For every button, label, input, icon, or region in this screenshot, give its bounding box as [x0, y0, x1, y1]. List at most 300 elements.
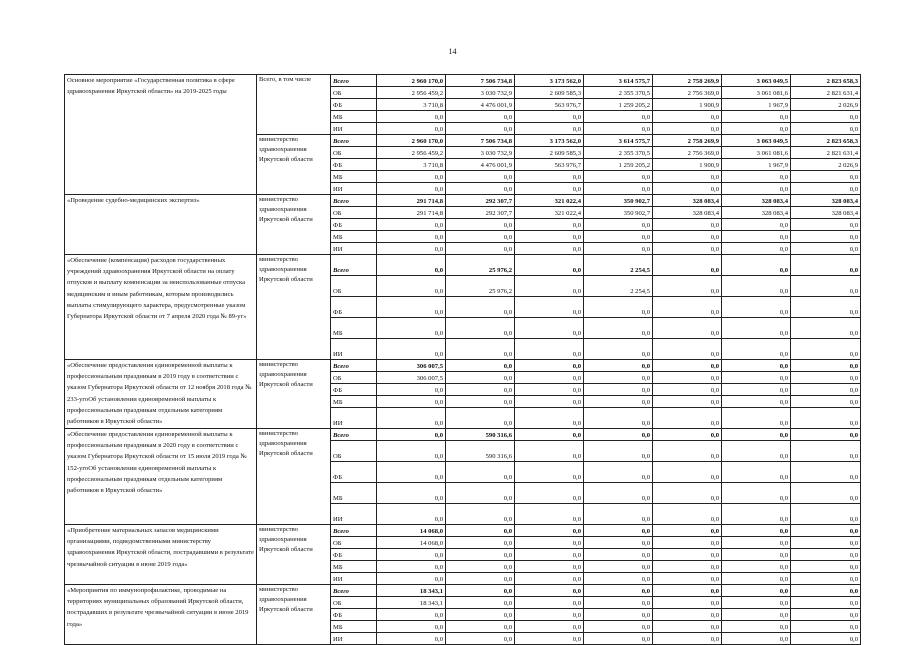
- amount-cell: 0,0: [446, 318, 515, 339]
- amount-cell: 0,0: [584, 504, 653, 525]
- amount-cell: 590 316,6: [446, 441, 515, 462]
- amount-cell: 0,0: [584, 318, 653, 339]
- executor-name: министерство здравоохранения Иркутской области: [257, 135, 331, 195]
- funding-source: Всего: [331, 75, 377, 87]
- amount-cell: 0,0: [584, 561, 653, 573]
- amount-cell: 0,0: [446, 525, 515, 537]
- measure-name: «Обеспечение предоставления единовременной выплаты к профессиональным праздникам в 2019 году в соответствии с указом Губернатора Иркутской области от 12 ноября 2018 года № 233-угоОб установлении единовременной выплаты к профессиональным праздникам отдельным категориям работников в Иркутской области»: [65, 360, 257, 429]
- amount-cell: 0,0: [584, 573, 653, 585]
- amount-cell: 0,0: [722, 372, 791, 384]
- executor-name: министерство здравоохранения Иркутской области: [257, 429, 331, 525]
- amount-cell: 0,0: [515, 597, 584, 609]
- amount-cell: 0,0: [377, 318, 446, 339]
- amount-cell: 0,0: [584, 408, 653, 429]
- amount-cell: 0,0: [722, 183, 791, 195]
- amount-cell: 0,0: [515, 255, 584, 276]
- funding-source: ИИ: [331, 339, 377, 360]
- amount-cell: 0,0: [584, 585, 653, 597]
- amount-cell: 1 259 205,2: [584, 99, 653, 111]
- amount-cell: 0,0: [653, 621, 722, 633]
- amount-cell: 0,0: [446, 243, 515, 255]
- funding-source: ИИ: [331, 408, 377, 429]
- amount-cell: 0,0: [377, 219, 446, 231]
- amount-cell: 0,0: [377, 573, 446, 585]
- amount-cell: 0,0: [515, 633, 584, 645]
- amount-cell: 0,0: [722, 585, 791, 597]
- amount-cell: 0,0: [653, 297, 722, 318]
- amount-cell: 0,0: [584, 441, 653, 462]
- amount-cell: 0,0: [584, 339, 653, 360]
- amount-cell: 0,0: [377, 408, 446, 429]
- amount-cell: 0,0: [791, 276, 861, 297]
- amount-cell: 0,0: [377, 339, 446, 360]
- amount-cell: 2 026,9: [791, 159, 861, 171]
- amount-cell: 0,0: [653, 537, 722, 549]
- amount-cell: 0,0: [377, 633, 446, 645]
- amount-cell: 0,0: [584, 633, 653, 645]
- amount-cell: 0,0: [653, 396, 722, 408]
- amount-cell: 0,0: [653, 483, 722, 504]
- amount-cell: 0,0: [722, 549, 791, 561]
- amount-cell: 328 083,4: [791, 195, 861, 207]
- amount-cell: 25 976,2: [446, 255, 515, 276]
- amount-cell: 0,0: [446, 597, 515, 609]
- amount-cell: 321 022,4: [515, 195, 584, 207]
- executor-name: министерство здравоохранения Иркутской области: [257, 195, 331, 255]
- amount-cell: 0,0: [515, 621, 584, 633]
- amount-cell: 0,0: [515, 429, 584, 441]
- amount-cell: 0,0: [377, 123, 446, 135]
- amount-cell: 0,0: [446, 609, 515, 621]
- amount-cell: 2 823 658,3: [791, 135, 861, 147]
- amount-cell: 0,0: [515, 297, 584, 318]
- amount-cell: 0,0: [377, 255, 446, 276]
- amount-cell: 0,0: [446, 504, 515, 525]
- amount-cell: 0,0: [722, 462, 791, 483]
- amount-cell: 3 063 049,5: [722, 75, 791, 87]
- amount-cell: 0,0: [722, 597, 791, 609]
- amount-cell: 0,0: [653, 243, 722, 255]
- funding-source: ИИ: [331, 633, 377, 645]
- amount-cell: 0,0: [446, 219, 515, 231]
- funding-source: ОБ: [331, 372, 377, 384]
- amount-cell: 0,0: [791, 123, 861, 135]
- amount-cell: 3 061 081,6: [722, 147, 791, 159]
- amount-cell: 0,0: [653, 597, 722, 609]
- funding-source: Всего: [331, 360, 377, 372]
- funding-source: ИИ: [331, 123, 377, 135]
- amount-cell: 2 960 170,0: [377, 135, 446, 147]
- amount-cell: 0,0: [653, 360, 722, 372]
- amount-cell: 306 007,5: [377, 372, 446, 384]
- amount-cell: 0,0: [515, 360, 584, 372]
- amount-cell: 2 821 631,4: [791, 87, 861, 99]
- amount-cell: 2 756 369,0: [653, 147, 722, 159]
- funding-source: МБ: [331, 483, 377, 504]
- amount-cell: 0,0: [791, 585, 861, 597]
- amount-cell: 590 316,6: [446, 429, 515, 441]
- amount-cell: 0,0: [722, 573, 791, 585]
- amount-cell: 0,0: [584, 231, 653, 243]
- amount-cell: 0,0: [515, 171, 584, 183]
- amount-cell: 0,0: [653, 441, 722, 462]
- amount-cell: 0,0: [653, 231, 722, 243]
- amount-cell: 0,0: [377, 297, 446, 318]
- amount-cell: 0,0: [791, 372, 861, 384]
- amount-cell: 0,0: [446, 462, 515, 483]
- funding-source: Всего: [331, 585, 377, 597]
- funding-source: ИИ: [331, 243, 377, 255]
- amount-cell: 0,0: [377, 171, 446, 183]
- amount-cell: 0,0: [584, 396, 653, 408]
- amount-cell: 0,0: [515, 276, 584, 297]
- amount-cell: 1 900,9: [653, 99, 722, 111]
- amount-cell: 2 609 585,3: [515, 147, 584, 159]
- amount-cell: 3 614 575,7: [584, 135, 653, 147]
- amount-cell: 0,0: [584, 243, 653, 255]
- amount-cell: 0,0: [722, 255, 791, 276]
- amount-cell: 292 307,7: [446, 207, 515, 219]
- amount-cell: 2 254,5: [584, 255, 653, 276]
- table-row: [65, 429, 861, 441]
- amount-cell: 3 030 732,9: [446, 147, 515, 159]
- amount-cell: 0,0: [515, 504, 584, 525]
- amount-cell: 2 026,9: [791, 99, 861, 111]
- amount-cell: 0,0: [515, 561, 584, 573]
- executor-name: министерство здравоохранения Иркутской области: [257, 585, 331, 645]
- amount-cell: 0,0: [515, 183, 584, 195]
- table-row: [65, 360, 861, 372]
- amount-cell: 0,0: [722, 384, 791, 396]
- amount-cell: 3 173 562,0: [515, 75, 584, 87]
- amount-cell: 328 083,4: [722, 195, 791, 207]
- amount-cell: 0,0: [446, 171, 515, 183]
- amount-cell: 18 343,1: [377, 585, 446, 597]
- amount-cell: 0,0: [584, 483, 653, 504]
- amount-cell: 0,0: [377, 384, 446, 396]
- table-row: [65, 195, 861, 207]
- amount-cell: 0,0: [653, 429, 722, 441]
- funding-source: ФБ: [331, 462, 377, 483]
- amount-cell: 0,0: [653, 609, 722, 621]
- amount-cell: 0,0: [653, 276, 722, 297]
- funding-source: ОБ: [331, 597, 377, 609]
- amount-cell: 0,0: [653, 384, 722, 396]
- amount-cell: 0,0: [722, 297, 791, 318]
- amount-cell: 18 343,1: [377, 597, 446, 609]
- amount-cell: 0,0: [515, 318, 584, 339]
- executor-name: министерство здравоохранения Иркутской области: [257, 360, 331, 429]
- funding-source: МБ: [331, 318, 377, 339]
- amount-cell: 0,0: [722, 525, 791, 537]
- amount-cell: 0,0: [584, 360, 653, 372]
- amount-cell: 0,0: [446, 483, 515, 504]
- amount-cell: 0,0: [722, 123, 791, 135]
- amount-cell: 2 355 370,5: [584, 147, 653, 159]
- amount-cell: 328 083,4: [653, 207, 722, 219]
- amount-cell: 0,0: [377, 243, 446, 255]
- amount-cell: 0,0: [653, 561, 722, 573]
- funding-source: ОБ: [331, 207, 377, 219]
- amount-cell: 0,0: [515, 609, 584, 621]
- amount-cell: 2 609 585,3: [515, 87, 584, 99]
- amount-cell: 0,0: [791, 384, 861, 396]
- amount-cell: 0,0: [515, 372, 584, 384]
- amount-cell: 0,0: [377, 483, 446, 504]
- funding-source: ФБ: [331, 609, 377, 621]
- amount-cell: 0,0: [515, 549, 584, 561]
- amount-cell: 3 710,8: [377, 159, 446, 171]
- amount-cell: 0,0: [791, 339, 861, 360]
- amount-cell: 0,0: [653, 339, 722, 360]
- amount-cell: 350 902,7: [584, 195, 653, 207]
- amount-cell: 0,0: [446, 231, 515, 243]
- measure-name: «Мероприятия по иммунопрофилактике, проводимые на территориях муниципальных образований Иркутской области, пострадавших в результате чрезвычайной ситуации в июне 2019 года»: [65, 585, 257, 645]
- amount-cell: 0,0: [584, 549, 653, 561]
- amount-cell: 2 254,5: [584, 276, 653, 297]
- amount-cell: 1 967,9: [722, 159, 791, 171]
- amount-cell: 0,0: [446, 111, 515, 123]
- amount-cell: 321 022,4: [515, 207, 584, 219]
- amount-cell: 0,0: [722, 243, 791, 255]
- amount-cell: 0,0: [791, 537, 861, 549]
- amount-cell: 14 068,0: [377, 525, 446, 537]
- amount-cell: 0,0: [377, 462, 446, 483]
- measure-name: «Приобретение материальных запасов медицинскими организациями, подведомственными министерству здравоохранения Иркутской области, пострадавшими в результате чрезвычайной ситуации в июне 2019 года»: [65, 525, 257, 585]
- amount-cell: 0,0: [584, 621, 653, 633]
- table-row: [65, 75, 861, 87]
- executor-name: министерство здравоохранения Иркутской области: [257, 525, 331, 585]
- amount-cell: 0,0: [722, 537, 791, 549]
- amount-cell: 0,0: [653, 525, 722, 537]
- amount-cell: 4 476 001,9: [446, 159, 515, 171]
- table-row: [65, 585, 861, 597]
- amount-cell: 0,0: [722, 429, 791, 441]
- funding-source: ФБ: [331, 99, 377, 111]
- amount-cell: 7 506 734,8: [446, 75, 515, 87]
- amount-cell: 3 173 562,0: [515, 135, 584, 147]
- page-number: 14: [448, 47, 457, 56]
- amount-cell: 0,0: [722, 441, 791, 462]
- amount-cell: 1 259 205,2: [584, 159, 653, 171]
- amount-cell: 0,0: [791, 429, 861, 441]
- amount-cell: 0,0: [722, 609, 791, 621]
- amount-cell: 0,0: [446, 573, 515, 585]
- funding-source: МБ: [331, 111, 377, 123]
- amount-cell: 0,0: [377, 231, 446, 243]
- amount-cell: 2 956 459,2: [377, 147, 446, 159]
- amount-cell: 0,0: [584, 597, 653, 609]
- amount-cell: 0,0: [584, 183, 653, 195]
- amount-cell: 0,0: [377, 396, 446, 408]
- amount-cell: 0,0: [653, 549, 722, 561]
- funding-source: ФБ: [331, 297, 377, 318]
- amount-cell: 2 758 269,9: [653, 75, 722, 87]
- amount-cell: 0,0: [653, 633, 722, 645]
- amount-cell: 0,0: [377, 276, 446, 297]
- amount-cell: 0,0: [791, 183, 861, 195]
- funding-source: ФБ: [331, 159, 377, 171]
- amount-cell: 0,0: [791, 396, 861, 408]
- amount-cell: 291 714,8: [377, 195, 446, 207]
- amount-cell: 2 956 459,2: [377, 87, 446, 99]
- amount-cell: 3 710,8: [377, 99, 446, 111]
- measure-name: «Обеспечение (компенсация) расходов государственных учреждений здравоохранения Иркутской области на оплату отпусков и выплату компенсации за неиспользованные отпуска медицинским и иным работникам, которым производились выплаты стимулирующего характера, предусмотренные указом Губернатора Иркутской области от 7 апреля 2020 года № 89-уг»: [65, 255, 257, 360]
- funding-source: Всего: [331, 135, 377, 147]
- amount-cell: 0,0: [722, 276, 791, 297]
- amount-cell: 0,0: [791, 255, 861, 276]
- amount-cell: 0,0: [722, 483, 791, 504]
- amount-cell: 0,0: [791, 483, 861, 504]
- measure-name: «Проведение судебно-медицинских экспертиз»: [65, 195, 257, 255]
- amount-cell: 0,0: [722, 504, 791, 525]
- amount-cell: 0,0: [722, 396, 791, 408]
- funding-source: Всего: [331, 525, 377, 537]
- funding-source: ИИ: [331, 183, 377, 195]
- amount-cell: 7 506 734,8: [446, 135, 515, 147]
- amount-cell: 0,0: [791, 231, 861, 243]
- amount-cell: 0,0: [653, 183, 722, 195]
- amount-cell: 0,0: [722, 318, 791, 339]
- amount-cell: 0,0: [584, 123, 653, 135]
- amount-cell: 0,0: [515, 441, 584, 462]
- amount-cell: 0,0: [584, 537, 653, 549]
- amount-cell: 328 083,4: [722, 207, 791, 219]
- measure-name: Основное мероприятие «Государственная политика в сфере здравоохранения Иркутской области» на 2019-2025 годы: [65, 75, 257, 195]
- amount-cell: 0,0: [653, 171, 722, 183]
- funding-source: ИИ: [331, 504, 377, 525]
- amount-cell: 0,0: [515, 462, 584, 483]
- amount-cell: 0,0: [791, 462, 861, 483]
- amount-cell: 2 960 170,0: [377, 75, 446, 87]
- table-row: [65, 255, 861, 276]
- amount-cell: 0,0: [722, 360, 791, 372]
- amount-cell: 0,0: [722, 171, 791, 183]
- amount-cell: 0,0: [653, 123, 722, 135]
- amount-cell: 0,0: [377, 111, 446, 123]
- amount-cell: 0,0: [515, 339, 584, 360]
- amount-cell: 0,0: [791, 441, 861, 462]
- amount-cell: 0,0: [584, 609, 653, 621]
- amount-cell: 0,0: [653, 111, 722, 123]
- funding-source: Всего: [331, 255, 377, 276]
- amount-cell: 0,0: [377, 549, 446, 561]
- amount-cell: 14 068,0: [377, 537, 446, 549]
- amount-cell: 0,0: [791, 171, 861, 183]
- amount-cell: 0,0: [722, 231, 791, 243]
- amount-cell: 0,0: [791, 111, 861, 123]
- amount-cell: 563 976,7: [515, 99, 584, 111]
- amount-cell: 350 902,7: [584, 207, 653, 219]
- funding-source: МБ: [331, 561, 377, 573]
- amount-cell: 3 063 049,5: [722, 135, 791, 147]
- amount-cell: 2 355 370,5: [584, 87, 653, 99]
- funding-source: ФБ: [331, 219, 377, 231]
- amount-cell: 0,0: [377, 441, 446, 462]
- amount-cell: 0,0: [722, 408, 791, 429]
- amount-cell: 0,0: [377, 429, 446, 441]
- amount-cell: 0,0: [791, 609, 861, 621]
- amount-cell: 0,0: [791, 597, 861, 609]
- amount-cell: 0,0: [791, 549, 861, 561]
- amount-cell: 0,0: [653, 372, 722, 384]
- amount-cell: 0,0: [791, 504, 861, 525]
- funding-source: МБ: [331, 396, 377, 408]
- amount-cell: 3 061 081,6: [722, 87, 791, 99]
- amount-cell: 0,0: [446, 123, 515, 135]
- amount-cell: 25 976,2: [446, 276, 515, 297]
- amount-cell: 0,0: [584, 525, 653, 537]
- amount-cell: 0,0: [377, 561, 446, 573]
- amount-cell: 0,0: [446, 396, 515, 408]
- amount-cell: 0,0: [515, 408, 584, 429]
- amount-cell: 0,0: [584, 384, 653, 396]
- amount-cell: 0,0: [446, 561, 515, 573]
- amount-cell: 0,0: [584, 171, 653, 183]
- funding-source: ОБ: [331, 147, 377, 159]
- amount-cell: 0,0: [446, 621, 515, 633]
- amount-cell: 0,0: [584, 372, 653, 384]
- amount-cell: 0,0: [515, 123, 584, 135]
- amount-cell: 0,0: [377, 609, 446, 621]
- amount-cell: 2 823 658,3: [791, 75, 861, 87]
- amount-cell: 0,0: [653, 585, 722, 597]
- amount-cell: 0,0: [791, 621, 861, 633]
- amount-cell: 328 083,4: [653, 195, 722, 207]
- amount-cell: 0,0: [515, 525, 584, 537]
- amount-cell: 0,0: [791, 525, 861, 537]
- amount-cell: 1 967,9: [722, 99, 791, 111]
- amount-cell: 0,0: [791, 360, 861, 372]
- amount-cell: 0,0: [377, 504, 446, 525]
- amount-cell: 2 821 631,4: [791, 147, 861, 159]
- table-row: [65, 525, 861, 537]
- amount-cell: 0,0: [446, 549, 515, 561]
- amount-cell: 0,0: [791, 243, 861, 255]
- executor-name: Всего, в том числе: [257, 75, 331, 135]
- amount-cell: 0,0: [722, 339, 791, 360]
- amount-cell: 0,0: [653, 573, 722, 585]
- amount-cell: 0,0: [515, 537, 584, 549]
- amount-cell: 0,0: [446, 384, 515, 396]
- funding-source: ОБ: [331, 87, 377, 99]
- amount-cell: 0,0: [722, 111, 791, 123]
- amount-cell: 0,0: [791, 633, 861, 645]
- amount-cell: 0,0: [791, 408, 861, 429]
- amount-cell: 3 614 575,7: [584, 75, 653, 87]
- amount-cell: 0,0: [446, 183, 515, 195]
- amount-cell: 0,0: [653, 408, 722, 429]
- funding-source: ОБ: [331, 537, 377, 549]
- amount-cell: 0,0: [515, 573, 584, 585]
- executor-name: министерство здравоохранения Иркутской области: [257, 255, 331, 360]
- amount-cell: 0,0: [722, 219, 791, 231]
- funding-source: Всего: [331, 429, 377, 441]
- amount-cell: 2 756 369,0: [653, 87, 722, 99]
- funding-source: МБ: [331, 231, 377, 243]
- amount-cell: 0,0: [446, 537, 515, 549]
- amount-cell: 328 083,4: [791, 207, 861, 219]
- funding-source: Всего: [331, 195, 377, 207]
- amount-cell: 1 900,9: [653, 159, 722, 171]
- amount-cell: 0,0: [446, 297, 515, 318]
- amount-cell: 0,0: [515, 111, 584, 123]
- amount-cell: 563 976,7: [515, 159, 584, 171]
- amount-cell: 292 307,7: [446, 195, 515, 207]
- amount-cell: 0,0: [584, 429, 653, 441]
- amount-cell: 0,0: [515, 585, 584, 597]
- funding-source: ИИ: [331, 573, 377, 585]
